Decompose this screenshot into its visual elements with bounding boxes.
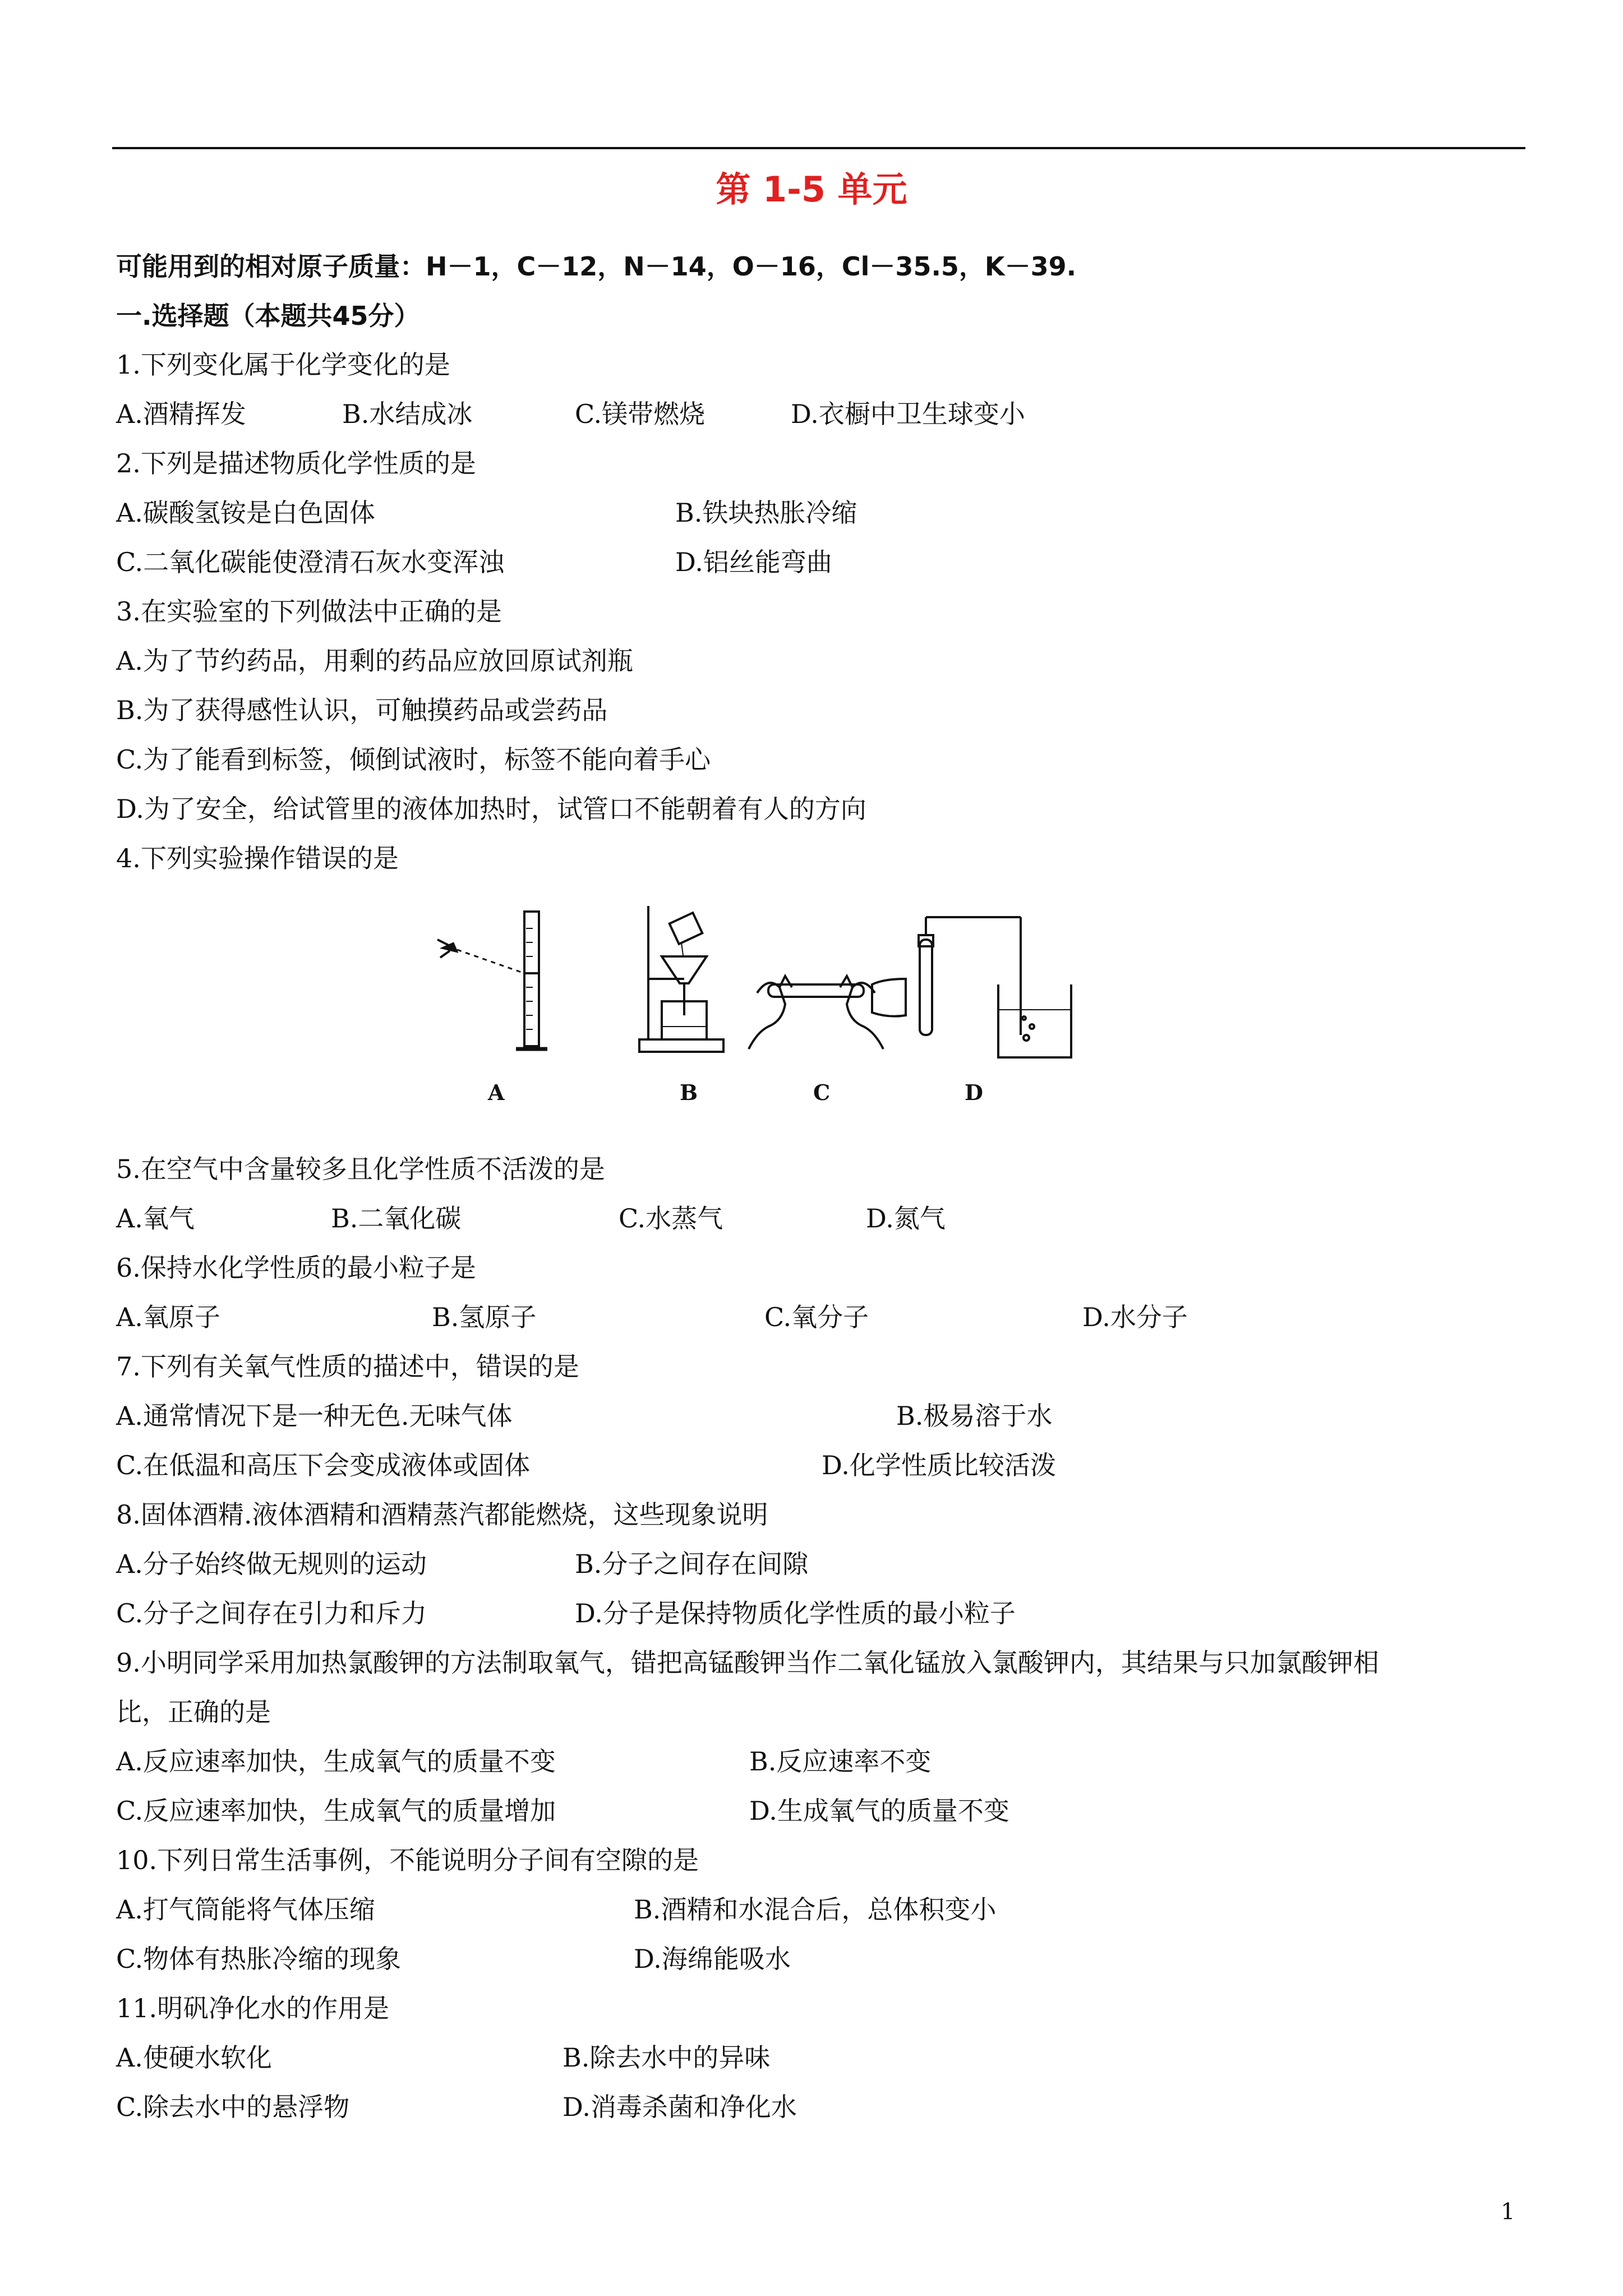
question-stem: 4.下列实验操作错误的是 xyxy=(116,843,399,873)
option: A.为了节约药品，用剩的药品应放回原试剂瓶 xyxy=(116,646,633,676)
question-stem: 8.固体酒精.液体酒精和酒精蒸汽都能燃烧，这些现象说明 xyxy=(116,1499,768,1530)
option: B.二氧化碳 xyxy=(331,1203,462,1234)
option: A.通常情况下是一种无色.无味气体 xyxy=(116,1401,513,1431)
airtightness-check-illustration xyxy=(872,917,987,1035)
option: B.极易溶于水 xyxy=(896,1401,1053,1431)
option: C.二氧化碳能使澄清石灰水变浑浊 xyxy=(116,547,505,577)
question-stem-continued: 比，正确的是 xyxy=(116,1697,271,1727)
option: D.铝丝能弯曲 xyxy=(675,547,832,577)
option: B.除去水中的异味 xyxy=(562,2042,771,2073)
question-stem: 9.小明同学采用加热氯酸钾的方法制取氧气，错把高锰酸钾当作二氧化锰放入氯酸钾内，其结果与只加氯酸钾相 xyxy=(116,1648,1379,1678)
test-tube-hands-illustration xyxy=(749,976,883,1049)
filtration-illustration xyxy=(639,906,723,1052)
beaker-illustration xyxy=(987,895,1105,1080)
page-number: 1 xyxy=(1501,2199,1515,2225)
option: B.分子之间存在间隙 xyxy=(575,1549,809,1579)
page-title: 第 1-5 单元 xyxy=(716,169,907,210)
option: D.氮气 xyxy=(866,1203,946,1234)
option: B.水结成冰 xyxy=(342,399,473,429)
question-stem: 2.下列是描述物质化学性质的是 xyxy=(116,448,476,478)
option: D.消毒杀菌和净化水 xyxy=(562,2092,797,2122)
option: A.反应速率加快，生成氧气的质量不变 xyxy=(116,1746,556,1777)
header-rule xyxy=(112,147,1525,149)
lab-operations-figure xyxy=(426,895,987,1119)
graduated-cylinder-illustration xyxy=(437,912,547,1049)
option: C.除去水中的悬浮物 xyxy=(116,2092,350,2122)
option: C.水蒸气 xyxy=(619,1203,723,1234)
option: D.化学性质比较活泼 xyxy=(822,1450,1056,1480)
lab-illustrations xyxy=(426,895,987,1080)
option: B.氢原子 xyxy=(432,1302,537,1332)
figure-label-d: D xyxy=(965,1080,983,1105)
question-stem: 1.下列变化属于化学变化的是 xyxy=(116,349,450,380)
question-stem: 6.保持水化学性质的最小粒子是 xyxy=(116,1253,476,1283)
option: C.在低温和高压下会变成液体或固体 xyxy=(116,1450,531,1480)
question-stem: 5.在空气中含量较多且化学性质不活泼的是 xyxy=(116,1154,605,1184)
question-stem: 3.在实验室的下列做法中正确的是 xyxy=(116,596,502,627)
option: B.铁块热胀冷缩 xyxy=(675,498,857,528)
option: A.碳酸氢铵是白色固体 xyxy=(116,498,375,528)
option: C.氧分子 xyxy=(764,1302,869,1332)
option: D.生成氧气的质量不变 xyxy=(749,1796,1009,1826)
option: A.分子始终做无规则的运动 xyxy=(116,1549,427,1579)
figure-label-b: B xyxy=(680,1080,698,1105)
section-heading: 一.选择题（本题共45分） xyxy=(116,301,420,331)
option: D.海绵能吸水 xyxy=(634,1944,791,1974)
question-stem: 10.下列日常生活事例，不能说明分子间有空隙的是 xyxy=(116,1845,699,1875)
figure-label-a: A xyxy=(488,1080,505,1105)
option: D.衣橱中卫生球变小 xyxy=(791,399,1025,429)
option: A.使硬水软化 xyxy=(116,2042,272,2073)
option: C.物体有热胀冷缩的现象 xyxy=(116,1944,402,1974)
option: D.为了安全，给试管里的液体加热时，试管口不能朝着有人的方向 xyxy=(116,794,866,824)
option: C.镁带燃烧 xyxy=(575,399,706,429)
option: C.分子之间存在引力和斥力 xyxy=(116,1598,427,1628)
option: D.分子是保持物质化学性质的最小粒子 xyxy=(575,1598,1016,1628)
atomic-masses: 可能用到的相对原子质量：H－1，C－12，N－14，O－16，Cl－35.5，K－39. xyxy=(116,251,1077,282)
option: A.氧气 xyxy=(116,1203,195,1234)
option: A.打气筒能将气体压缩 xyxy=(116,1894,375,1925)
figure-label-c: C xyxy=(813,1080,831,1105)
option: A.氧原子 xyxy=(116,1302,220,1332)
option: B.为了获得感性认识，可触摸药品或尝药品 xyxy=(116,695,608,725)
option: B.反应速率不变 xyxy=(749,1746,932,1777)
option: B.酒精和水混合后，总体积变小 xyxy=(634,1894,997,1925)
option: C.为了能看到标签，倾倒试液时，标签不能向着手心 xyxy=(116,744,711,775)
question-stem: 11.明矾净化水的作用是 xyxy=(116,1993,390,2023)
option: D.水分子 xyxy=(1082,1302,1188,1332)
option: C.反应速率加快，生成氧气的质量增加 xyxy=(116,1796,556,1826)
question-stem: 7.下列有关氧气性质的描述中，错误的是 xyxy=(116,1351,579,1382)
option: A.酒精挥发 xyxy=(116,399,246,429)
